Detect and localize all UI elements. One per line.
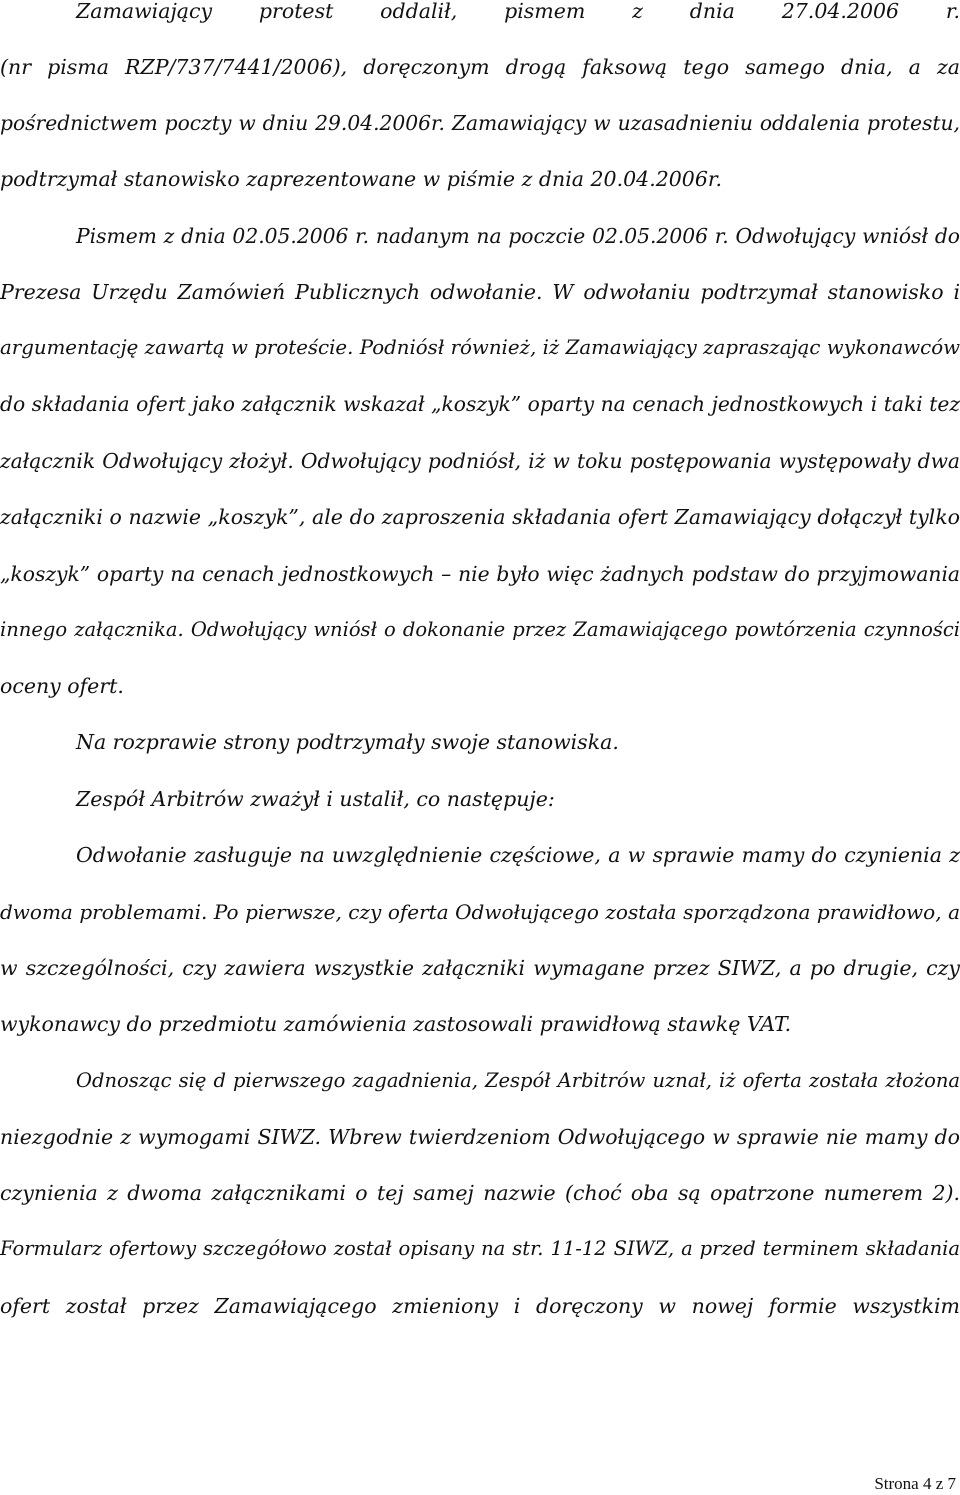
text-line-16: Odwołanie zasługuje na uwzględnienie częściowe, a w sprawie mamy do czynienia z bbox=[76, 843, 960, 867]
text-line-19: wykonawcy do przedmiotu zamówienia zastosowali prawidłową stawkę VAT. bbox=[0, 1012, 792, 1036]
text-line-2: (nr pisma RZP/737/7441/2006), doręczonym drogą faksową tego samego dnia, a za bbox=[0, 55, 960, 79]
text-line-5: Pismem z dnia 02.05.2006 r. nadanym na poczcie 02.05.2006 r. Odwołujący wniósł do bbox=[76, 224, 960, 248]
text-line-12: innego załącznika. Odwołujący wniósł o dokonanie przez Zamawiającego powtórzenia czynności bbox=[0, 618, 960, 641]
text-line-14: Na rozprawie strony podtrzymały swoje stanowiska. bbox=[76, 730, 619, 754]
text-line-1: Zamawiający protest oddalił, pismem z dnia 27.04.2006 r. bbox=[76, 0, 960, 23]
text-line-11: „koszyk” oparty na cenach jednostkowych – nie było więc żadnych podstaw do przyjmowania bbox=[0, 562, 960, 586]
text-line-9: załącznik Odwołujący złożył. Odwołujący podniósł, iż w toku postępowania występowały dwa bbox=[0, 449, 960, 473]
text-line-17: dwoma problemami. Po pierwsze, czy oferta Odwołującego została sporządzona prawidłowo, a bbox=[0, 900, 960, 924]
text-line-20: Odnosząc się d pierwszego zagadnienia, Zespół Arbitrów uznał, iż oferta została złożona bbox=[76, 1069, 960, 1092]
text-line-7: argumentację zawartą w proteście. Podniósł również, iż Zamawiający zapraszając wykonawców bbox=[0, 336, 960, 359]
text-line-18: w szczególności, czy zawiera wszystkie załączniki wymagane przez SIWZ, a po drugie, czy bbox=[0, 956, 960, 980]
page-number: Strona 4 z 7 bbox=[874, 1474, 956, 1493]
text-line-10: załączniki o nazwie „koszyk”, ale do zaproszenia składania ofert Zamawiający dołączył tylko bbox=[0, 505, 960, 529]
text-line-22: czynienia z dwoma załącznikami o tej samej nazwie (choć oba są opatrzone numerem 2). bbox=[0, 1181, 960, 1205]
section-heading: Zespół Arbitrów zważył i ustalił, co następuje: bbox=[76, 787, 555, 811]
text-line-6: Prezesa Urzędu Zamówień Publicznych odwołanie. W odwołaniu podtrzymał stanowisko i bbox=[0, 280, 960, 304]
text-line-4: podtrzymał stanowisko zaprezentowane w piśmie z dnia 20.04.2006r. bbox=[0, 167, 722, 191]
text-line-13: oceny ofert. bbox=[0, 674, 124, 698]
text-line-23: Formularz ofertowy szczegółowo został opisany na str. 11-12 SIWZ, a przed terminem składania bbox=[0, 1237, 960, 1260]
text-line-21: niezgodnie z wymogami SIWZ. Wbrew twierdzeniom Odwołującego w sprawie nie mamy do bbox=[0, 1125, 960, 1149]
text-line-24: ofert został przez Zamawiającego zmieniony i doręczony w nowej formie wszystkim bbox=[0, 1294, 960, 1318]
text-line-3: pośrednictwem poczty w dniu 29.04.2006r. Zamawiający w uzasadnieniu oddalenia protestu, bbox=[0, 111, 960, 135]
text-line-8: do składania ofert jako załącznik wskazał „koszyk” oparty na cenach jednostkowych i taki tez bbox=[0, 392, 960, 416]
